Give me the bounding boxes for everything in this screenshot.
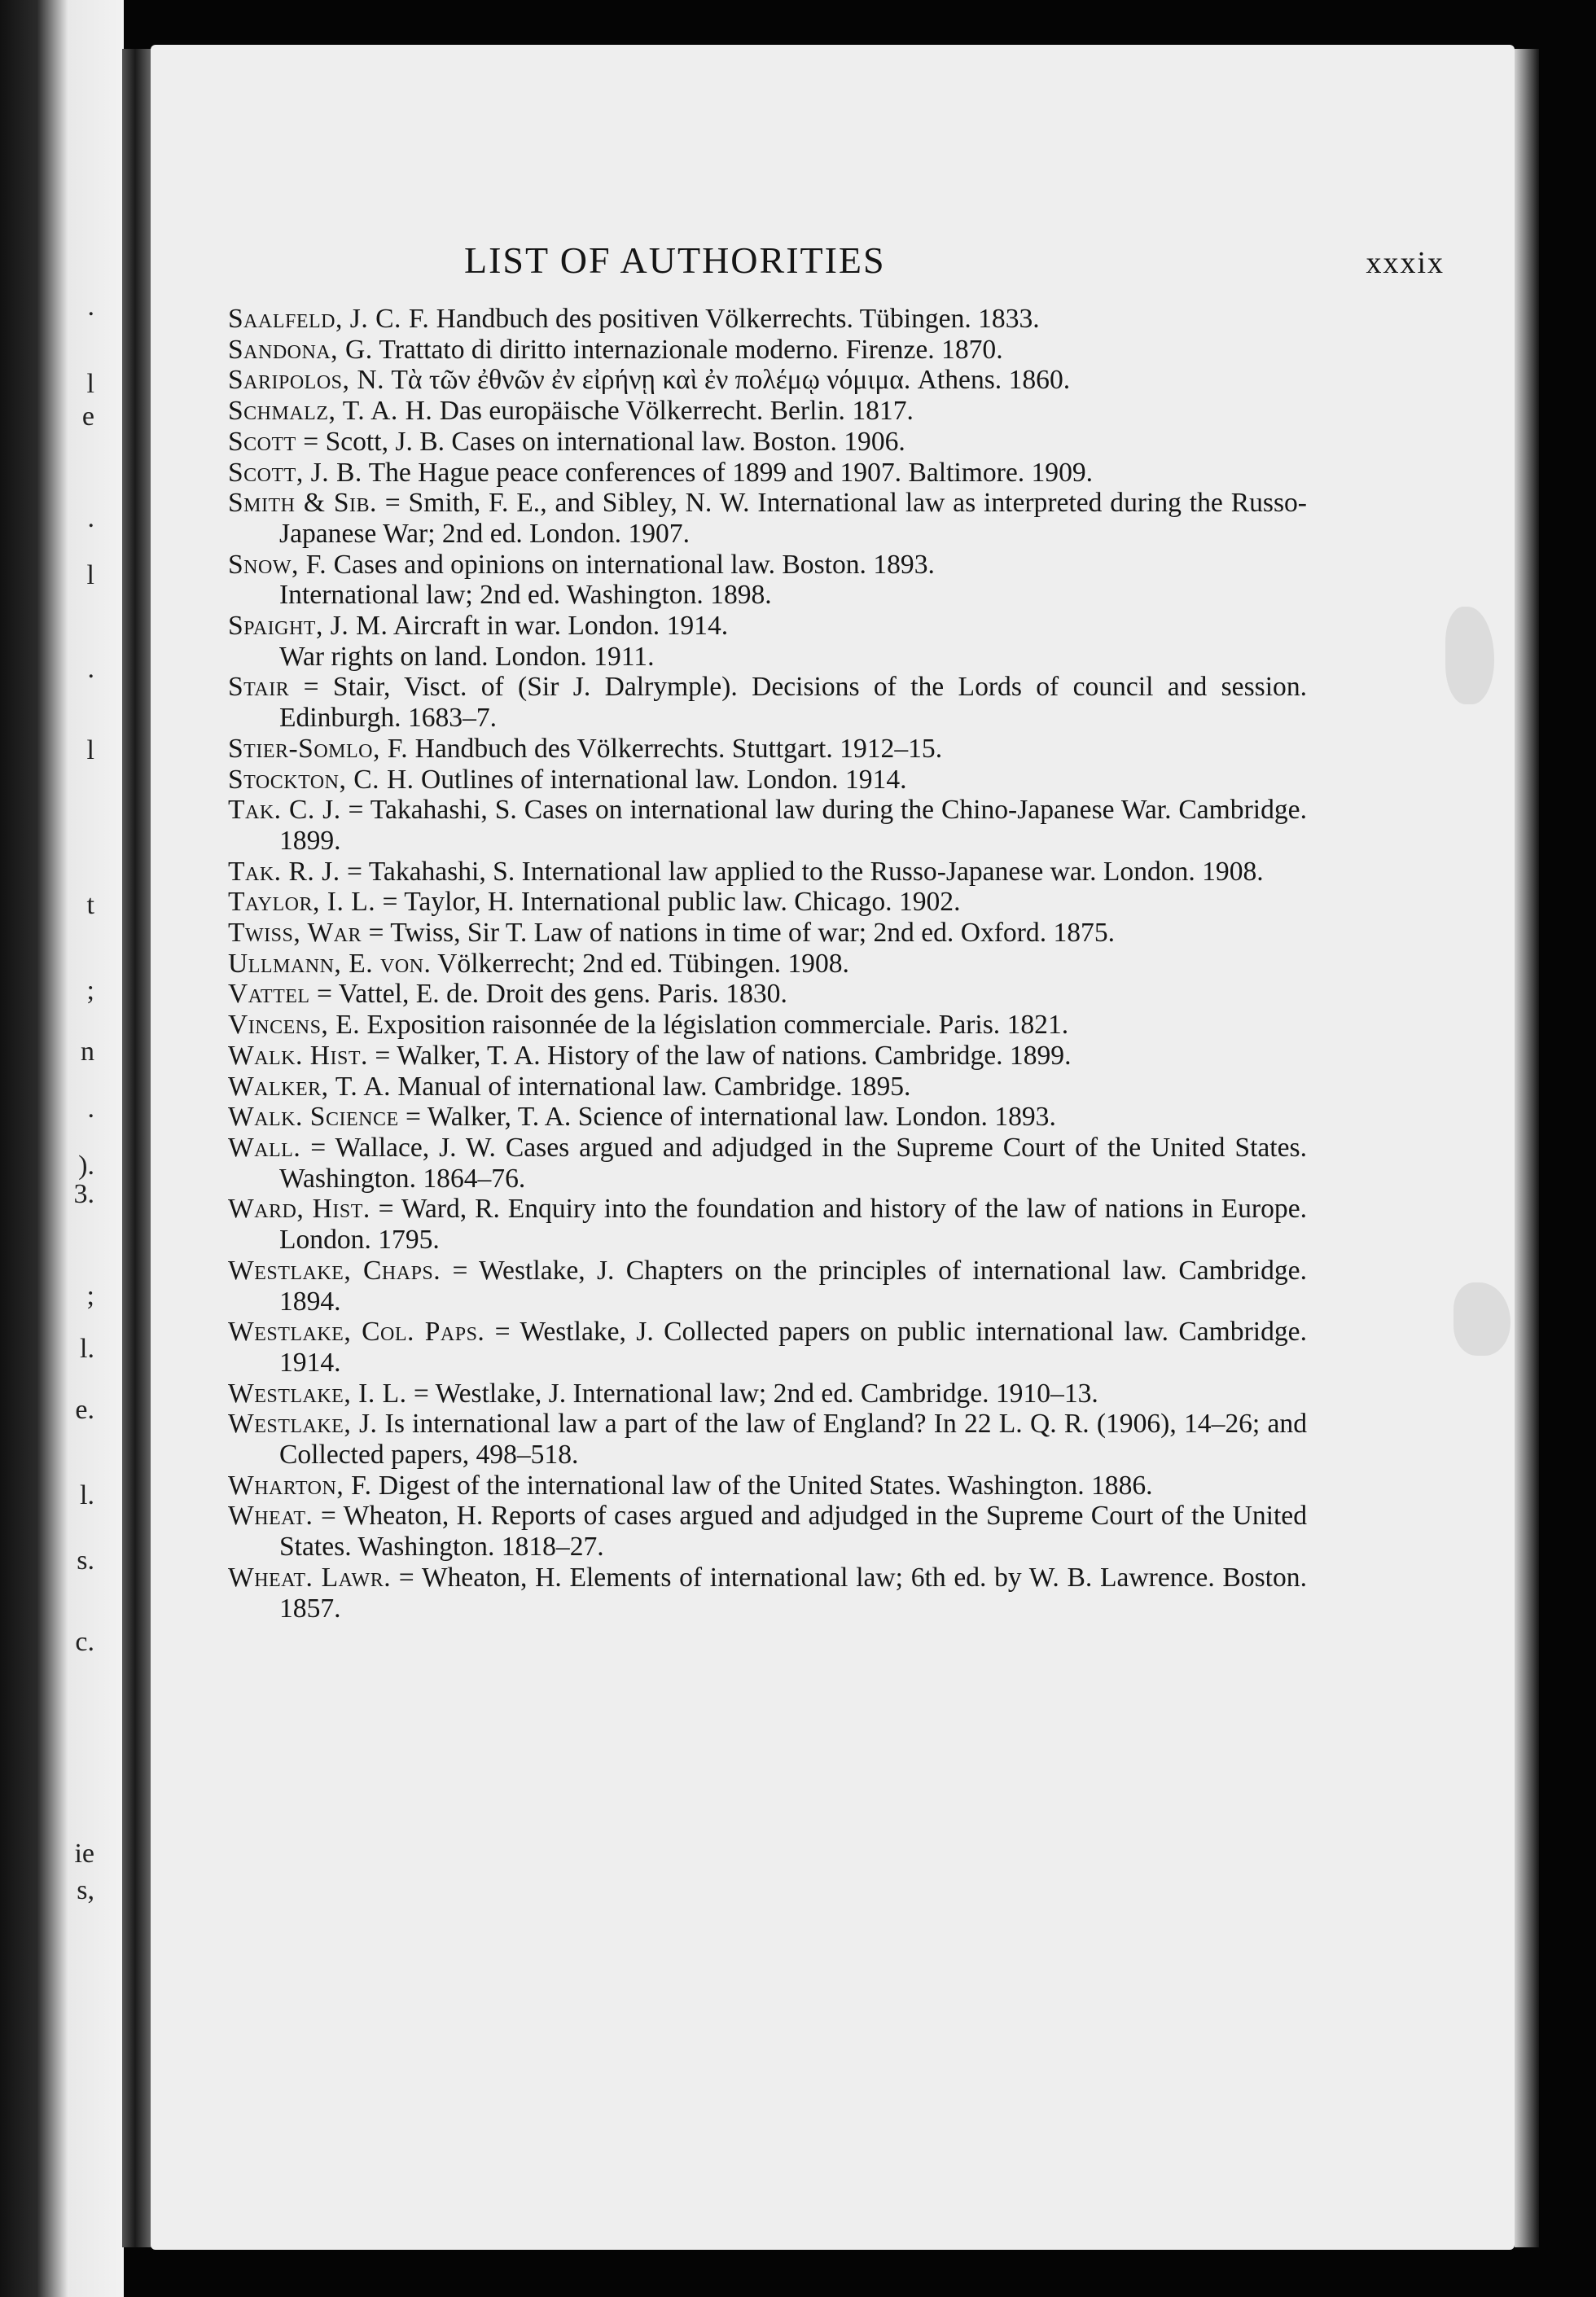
authorities-list	[228, 304, 1307, 1624]
entry-text: International law; 2nd ed. Washington. 1898.	[279, 580, 772, 611]
bibliography-entry	[228, 611, 1307, 642]
entry-text: The Hague peace conferences of 1899 and 1907. Baltimore. 1909.	[362, 457, 1094, 488]
page-number: xxxix	[1366, 246, 1445, 280]
entry-author: Snow, F.	[228, 549, 327, 580]
bibliography-entry	[228, 1102, 1307, 1133]
bibliography-entry	[228, 949, 1307, 980]
entry-text: = Walker, T. A. History of the law of nations. Cambridge. 1899.	[367, 1040, 1072, 1071]
bibliography-entry	[228, 580, 1307, 611]
clipped-margin-glyph: n	[81, 1037, 94, 1067]
entry-text: = Wallace, J. W. Cases argued and adjudged in the Supreme Court of the United States. Washington. 1864–76.	[279, 1132, 1307, 1194]
clipped-margin-glyph: ;	[86, 975, 94, 1006]
entry-text: = Taylor, H. International public law. Chicago. 1902.	[375, 887, 961, 918]
bibliography-entry	[228, 1072, 1307, 1102]
bibliography-entry	[228, 1256, 1307, 1317]
entry-author: Wheat.	[228, 1501, 314, 1532]
clipped-margin-glyph: .	[87, 292, 94, 322]
bibliography-entry	[228, 642, 1307, 673]
entry-text: Exposition raisonnée de la législation commerciale. Paris. 1821.	[360, 1010, 1069, 1041]
entry-text: Is international law a part of the law of England? In 22 L. Q. R. (1906), 14–26; and Collected papers, 498–518.	[279, 1409, 1307, 1471]
bibliography-entry	[228, 304, 1307, 335]
bibliography-entry	[228, 979, 1307, 1010]
entry-author: Tak. R. J.	[228, 856, 340, 887]
entry-text: = Stair, Visct. of (Sir J. Dalrymple). Decisions of the Lords of council and session. Edinburgh. 1683–7.	[279, 672, 1307, 734]
bibliography-entry	[228, 1409, 1307, 1470]
bibliography-entry	[228, 396, 1307, 427]
bibliography-entry	[228, 458, 1307, 489]
entry-text: = Westlake, J. International law; 2nd ed. Cambridge. 1910–13.	[406, 1378, 1098, 1409]
entry-author: Saalfeld, J. C. F.	[228, 304, 430, 334]
bibliography-entry	[228, 488, 1307, 549]
entry-author: Walker, T. A.	[228, 1071, 391, 1102]
clipped-margin-glyph: t	[86, 890, 94, 920]
bibliography-entry	[228, 1010, 1307, 1041]
bibliography-entry	[228, 1194, 1307, 1255]
entry-text: Trattato di diritto internazionale moderno. Firenze. 1870.	[372, 334, 1003, 365]
entry-text: = Takahashi, S. International law applied to the Russo-Japanese war. London. 1908.	[340, 856, 1264, 887]
entry-author: Walk. Hist.	[228, 1040, 368, 1071]
page-blemish	[1454, 1282, 1510, 1356]
entry-author: Scott, J. B.	[228, 457, 362, 488]
entry-text: Das europäische Völkerrecht. Berlin. 1817.	[432, 396, 914, 427]
clipped-margin-glyph: .	[87, 1094, 94, 1124]
clipped-margin-glyph: e	[81, 401, 94, 432]
entry-text: Outlines of international law. London. 1914.	[414, 764, 907, 795]
clipped-margin-glyph: l	[86, 560, 94, 590]
entry-text: Manual of international law. Cambridge. 1895.	[390, 1071, 911, 1102]
entry-author: Scott	[228, 426, 296, 457]
entry-author: Wall.	[228, 1132, 301, 1163]
entry-text: Digest of the international law of the United States. Washington. 1886.	[371, 1470, 1153, 1501]
bibliography-entry	[228, 857, 1307, 888]
clipped-margin-glyph: ).	[78, 1151, 94, 1181]
entry-author: Walk. Science	[228, 1102, 399, 1133]
entry-text: War rights on land. London. 1911.	[279, 641, 655, 672]
entry-author: Taylor, I. L.	[228, 887, 376, 918]
entry-author: Westlake, I. L.	[228, 1378, 407, 1409]
entry-author: Stier-Somlo, F.	[228, 733, 409, 764]
entry-text: = Takahashi, S. Cases on international law during the Chino-Japanese War. Cambridge. 1899.	[279, 795, 1307, 856]
entry-text: = Twiss, Sir T. Law of nations in time of war; 2nd ed. Oxford. 1875.	[362, 918, 1116, 949]
entry-author: Tak. C. J.	[228, 795, 341, 826]
entry-author: Vincens, E.	[228, 1010, 361, 1041]
entry-text: = Westlake, J. Chapters on the principles of international law. Cambridge. 1894.	[279, 1255, 1307, 1317]
clipped-margin-glyph: l.	[80, 1480, 94, 1510]
entry-text: Aircraft in war. London. 1914.	[388, 611, 729, 642]
clipped-margin-glyph: l	[86, 735, 94, 765]
entry-text: = Scott, J. B. Cases on international law. Boston. 1906.	[296, 426, 905, 457]
bibliography-entry	[228, 1501, 1307, 1562]
bibliography-entry	[228, 672, 1307, 733]
bibliography-entry	[228, 550, 1307, 581]
clipped-margin-glyph: c.	[75, 1627, 94, 1657]
entry-text: Τὰ τῶν ἐθνῶν ἐν εἰρήνῃ καὶ ἐν πολέμῳ νόμιμα. Athens. 1860.	[384, 365, 1071, 396]
entry-author: Vattel	[228, 979, 310, 1010]
clipped-margin-glyph: s,	[77, 1875, 94, 1905]
bibliography-entry	[228, 335, 1307, 366]
adjacent-page-edge	[0, 0, 124, 2297]
entry-text: = Wheaton, H. Elements of international law; 6th ed. by W. B. Lawrence. Boston. 1857.	[279, 1562, 1307, 1624]
entry-author: Ullmann, E. von.	[228, 948, 432, 979]
entry-text: Handbuch des positiven Völkerrechts. Tübingen. 1833.	[429, 304, 1040, 334]
binding-gutter	[122, 49, 155, 2247]
entry-author: Spaight, J. M.	[228, 611, 388, 642]
entry-text: Cases and opinions on international law. Boston. 1893.	[327, 549, 935, 580]
clipped-margin-glyph: l	[86, 369, 94, 399]
bibliography-entry	[228, 365, 1307, 396]
bibliography-entry	[228, 1133, 1307, 1194]
entry-author: Sandona, G.	[228, 334, 373, 365]
entry-text: = Westlake, J. Collected papers on public international law. Cambridge. 1914.	[279, 1317, 1307, 1378]
bibliography-entry	[228, 795, 1307, 856]
bibliography-entry	[228, 918, 1307, 949]
entry-text: = Ward, R. Enquiry into the foundation and history of the law of nations in Europe. London. 1795.	[279, 1194, 1307, 1256]
entry-text: = Wheaton, H. Reports of cases argued and adjudged in the Supreme Court of the United States. Washington. 1818–27.	[279, 1501, 1307, 1563]
clipped-margin-glyph: l.	[80, 1334, 94, 1364]
entry-author: Ward, Hist.	[228, 1194, 370, 1225]
bibliography-entry	[228, 887, 1307, 918]
book-page	[151, 45, 1515, 2250]
entry-text: = Smith, F. E., and Sibley, N. W. International law as interpreted during the Russo-Japanese War; 2nd ed. London. 1907.	[279, 488, 1307, 549]
entry-text: = Walker, T. A. Science of international law. London. 1893.	[398, 1102, 1056, 1133]
page-blemish	[1445, 607, 1494, 704]
bibliography-entry	[228, 1563, 1307, 1624]
clipped-margin-glyph: s.	[77, 1545, 94, 1576]
entry-author: Wharton, F.	[228, 1470, 372, 1501]
bibliography-entry	[228, 734, 1307, 765]
bibliography-entry	[228, 1471, 1307, 1501]
bibliography-entry	[228, 1379, 1307, 1409]
entry-author: Saripolos, N.	[228, 365, 384, 396]
entry-text: Völkerrecht; 2nd ed. Tübingen. 1908.	[431, 948, 849, 979]
bibliography-entry	[228, 1317, 1307, 1378]
clipped-margin-glyph: .	[87, 654, 94, 684]
entry-author: Wheat. Lawr.	[228, 1562, 392, 1593]
bibliography-entry	[228, 765, 1307, 796]
entry-author: Westlake, Chaps.	[228, 1255, 441, 1286]
entry-author: Stair	[228, 672, 290, 703]
entry-author: Schmalz, T. A. H.	[228, 396, 433, 427]
bibliography-entry	[228, 1041, 1307, 1072]
entry-text: Handbuch des Völkerrechts. Stuttgart. 1912–15.	[408, 733, 943, 764]
entry-author: Westlake, Col. Paps.	[228, 1317, 485, 1348]
entry-author: Smith & Sib.	[228, 488, 377, 519]
entry-text: = Vattel, E. de. Droit des gens. Paris. 1830.	[309, 979, 787, 1010]
clipped-margin-glyph: .	[87, 503, 94, 533]
entry-author: Stockton, C. H.	[228, 764, 414, 795]
clipped-margin-glyph: 3.	[73, 1179, 94, 1209]
clipped-margin-glyph: ie	[74, 1839, 94, 1869]
entry-author: Twiss, War	[228, 918, 362, 949]
running-head-title: LIST OF AUTHORITIES	[464, 239, 886, 281]
entry-author: Westlake, J.	[228, 1409, 378, 1440]
clipped-margin-glyph: e.	[75, 1395, 94, 1425]
bibliography-entry	[228, 427, 1307, 458]
clipped-margin-glyph: ;	[86, 1281, 94, 1311]
page-edge-shadow	[1515, 49, 1539, 2247]
running-header	[151, 239, 1515, 287]
